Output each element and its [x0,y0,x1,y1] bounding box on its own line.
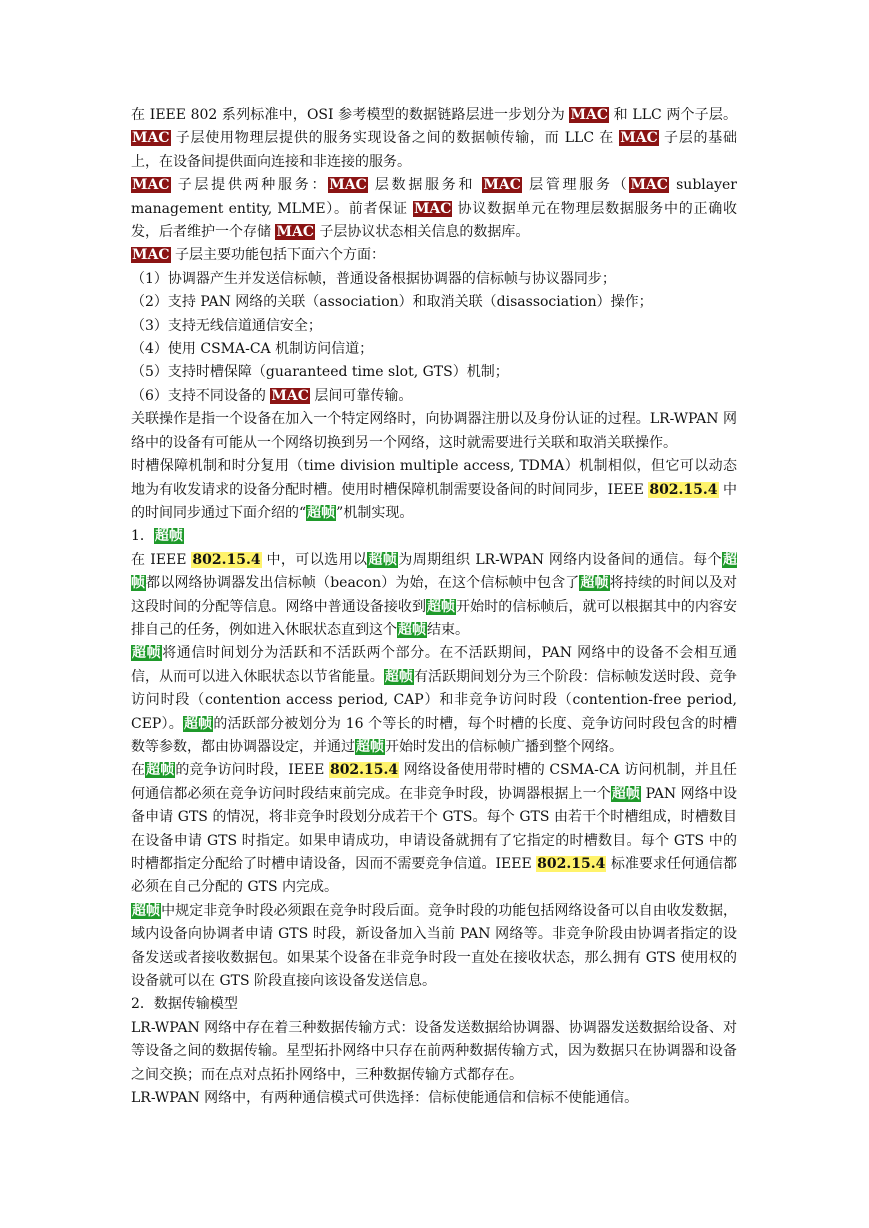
standard-highlight: 802.15.4 [192,551,261,568]
document-body [131,104,737,1110]
text-run: 1． [131,528,154,545]
mac-highlight: MAC [630,177,668,194]
mac-highlight: MAC [620,130,658,147]
superframe-highlight: 超帧 [132,902,161,919]
mac-highlight: MAC [271,387,309,404]
text-run: （2）支持 PAN 网络的关联（association）和取消关联（disassociation）操作； [131,294,653,311]
superframe-highlight: 超帧 [356,738,384,755]
text-run: 2．数据传输模型 [131,996,238,1013]
standard-highlight: 802.15.4 [649,481,718,498]
paragraph [131,408,737,455]
text-run: 将通信时间划分为活跃和不活跃两个部分。在不活跃期间，PAN 网络中的设备不会相互通信，从而可以进入休眠状态以节省能量。 [131,645,737,685]
mac-highlight: MAC [413,200,452,217]
text-run: （3）支持无线信道通信安全； [131,317,322,334]
superframe-highlight: 超帧 [611,785,641,802]
text-run: 开始时的信标帧后，就可以根据其中的内容安排自己的任务，例如进入休眠状态直到这个 [131,598,738,638]
text-run: PAN 网络中设备申请 GTS 的情况，将非竞争时段划分成若干个 GTS。每个 GTS 由若干个时槽组成，时槽数目在设备申请 GTS 时指定。如果申请成功，申请设备就拥有了它指定的时槽数目。每个 GTS 中的时槽都指定分配给了时槽申请设备，因而不需要竞争信道。IEEE [131,785,738,872]
paragraph [131,642,737,759]
standard-highlight: 802.15.4 [329,762,399,779]
text-run: 的活跃部分被划分为 16 个等长的时槽，每个时槽的长度、竞争访问时段包含的时槽数等参数，都由协调器设定，并通过 [131,715,737,755]
paragraph [131,993,737,1016]
paragraph [131,361,737,384]
text-run: ”机制实现。 [336,504,414,521]
text-run: （4）使用 CSMA-CA 机制访问信道； [131,341,374,358]
text-run: 层管理服务（ [521,177,630,194]
text-run: 子层主要功能包括下面六个方面： [170,247,385,264]
superframe-highlight: 超帧 [398,621,426,638]
text-run: 的竞争访问时段，IEEE [175,762,329,779]
paragraph [131,338,737,361]
text-run: 将持续的时间以及对这段时间的分配等信息。网络中普通设备接收到 [131,575,738,615]
text-run: 结束。 [427,621,469,638]
text-run: 开始时发出的信标帧广播到整个网络。 [385,738,623,755]
mac-highlight: MAC [132,177,170,194]
paragraph [131,315,737,338]
paragraph [131,525,737,548]
text-run: LR-WPAN 网络中存在着三种数据传输方式：设备发送数据给协调器、协调器发送数据给设备、对等设备之间的数据传输。星型拓扑网络中只存在前两种数据传输方式，因为数据只在协调器和设备之间交换；而在点对点拓扑网络中，三种数据传输方式都存在。 [131,1019,737,1083]
text-run: 为周期组织 LR-WPAN 网络内设备间的通信。每个 [398,551,723,568]
superframe-highlight: 超帧 [132,645,162,662]
paragraph [131,759,737,899]
text-run: 子层提供两种服务： [170,177,329,194]
paragraph [131,900,737,994]
text-run: 关联操作是指一个设备在加入一个特定网络时，向协调器注册以及身份认证的过程。LR-WPAN 网络中的设备有可能从一个网络切换到另一个网络，这时就需要进行关联和取消关联操作。 [131,411,737,451]
mac-highlight: MAC [329,177,367,194]
text-run: 子层的基础上，在设备间提供面向连接和非连接的服务。 [131,130,738,170]
text-run: 协议数据单元在物理层数据服务中的正确收发，后者维护一个存储 [131,200,737,241]
text-run: （5）支持时槽保障（guaranteed time slot, GTS）机制； [131,364,509,381]
text-run: 在 IEEE [131,551,192,568]
superframe-highlight: 超帧 [154,528,183,545]
text-run: 中规定非竞争时段必须跟在竞争时段后面。竞争时段的功能包括网络设备可以自由收发数据，域内设备向协调者申请 GTS 时段，新设备加入当前 PAN 网络等。非竞争阶段由协调者指定的设备发送或者接收数据包。如果某个设备在非竞争时段一直处在接收状态，那么拥有 GTS 使用权的设备就可以在 GTS 阶段直接向该设备发送信息。 [131,902,738,990]
text-run: 层数据服务和 [367,177,483,194]
paragraph [131,455,737,525]
text-run: 都以网络协调器发出信标帧（beacon）为始，在这个信标帧中包含了 [146,575,580,592]
text-run: 和 LLC 两个子层。 [609,107,738,123]
text-run: LR-WPAN 网络中，有两种通信模式可供选择：信标使能通信和信标不使能通信。 [131,1090,639,1107]
superframe-highlight: 超帧 [183,715,213,732]
text-run: （6）支持不同设备的 [131,387,271,404]
mac-highlight: MAC [570,107,608,123]
paragraph [131,1087,737,1110]
superframe-highlight: 超帧 [131,551,738,592]
superframe-highlight: 超帧 [368,551,398,568]
paragraph [131,174,737,244]
mac-highlight: MAC [132,130,170,147]
text-run: 中的时间同步通过下面介绍的“ [131,481,738,521]
paragraph [131,268,737,291]
text-run: 标准要求任何通信都必须在自己分配的 GTS 内完成。 [131,856,738,896]
mac-highlight: MAC [132,247,170,264]
text-run: sublayer management entity, MLME）。前者保证 [131,177,738,217]
text-run: （1）协调器产生并发送信标帧，普通设备根据协调器的信标帧与协议器同步； [131,270,616,287]
paragraph [131,244,737,267]
text-run: 网络设备使用带时槽的 CSMA-CA 访问机制，并且任何通信都必须在竞争访问时段结束前完成。在非竞争时段，协调器根据上一个 [131,762,737,802]
mac-highlight: MAC [276,224,314,241]
paragraph [131,385,737,408]
text-run: 有活跃期间划分为三个阶段：信标帧发送时段、竞争访问时段（contention access period, CAP）和非竞争访问时段（contention-free period, CEP）。 [131,668,738,732]
paragraph [131,291,737,314]
superframe-highlight: 超帧 [384,668,413,685]
mac-highlight: MAC [483,177,521,194]
superframe-highlight: 超帧 [146,762,175,779]
superframe-highlight: 超帧 [307,504,336,521]
text-run: 子层使用物理层提供的服务实现设备之间的数据帧传输，而 LLC 在 [170,130,620,147]
text-run: 在 IEEE 802 系列标准中，OSI 参考模型的数据链路层进一步划分为 [131,107,570,123]
paragraph [131,549,737,643]
text-run: 子层协议状态相关信息的数据库。 [314,224,530,241]
standard-highlight: 802.15.4 [537,856,606,872]
paragraph [131,104,737,174]
paragraph [131,1017,737,1087]
text-run: 中，可以选用以 [261,551,368,568]
text-run: 在 [131,762,146,779]
superframe-highlight: 超帧 [580,575,609,592]
text-run: 层间可靠传输。 [309,387,413,404]
superframe-highlight: 超帧 [427,598,456,615]
text-run: 时槽保障机制和时分复用（time division multiple access, TDMA）机制相似，但它可以动态地为有收发请求的设备分配时槽。使用时槽保障机制需要设备间的时间同步，IEEE [131,458,737,498]
